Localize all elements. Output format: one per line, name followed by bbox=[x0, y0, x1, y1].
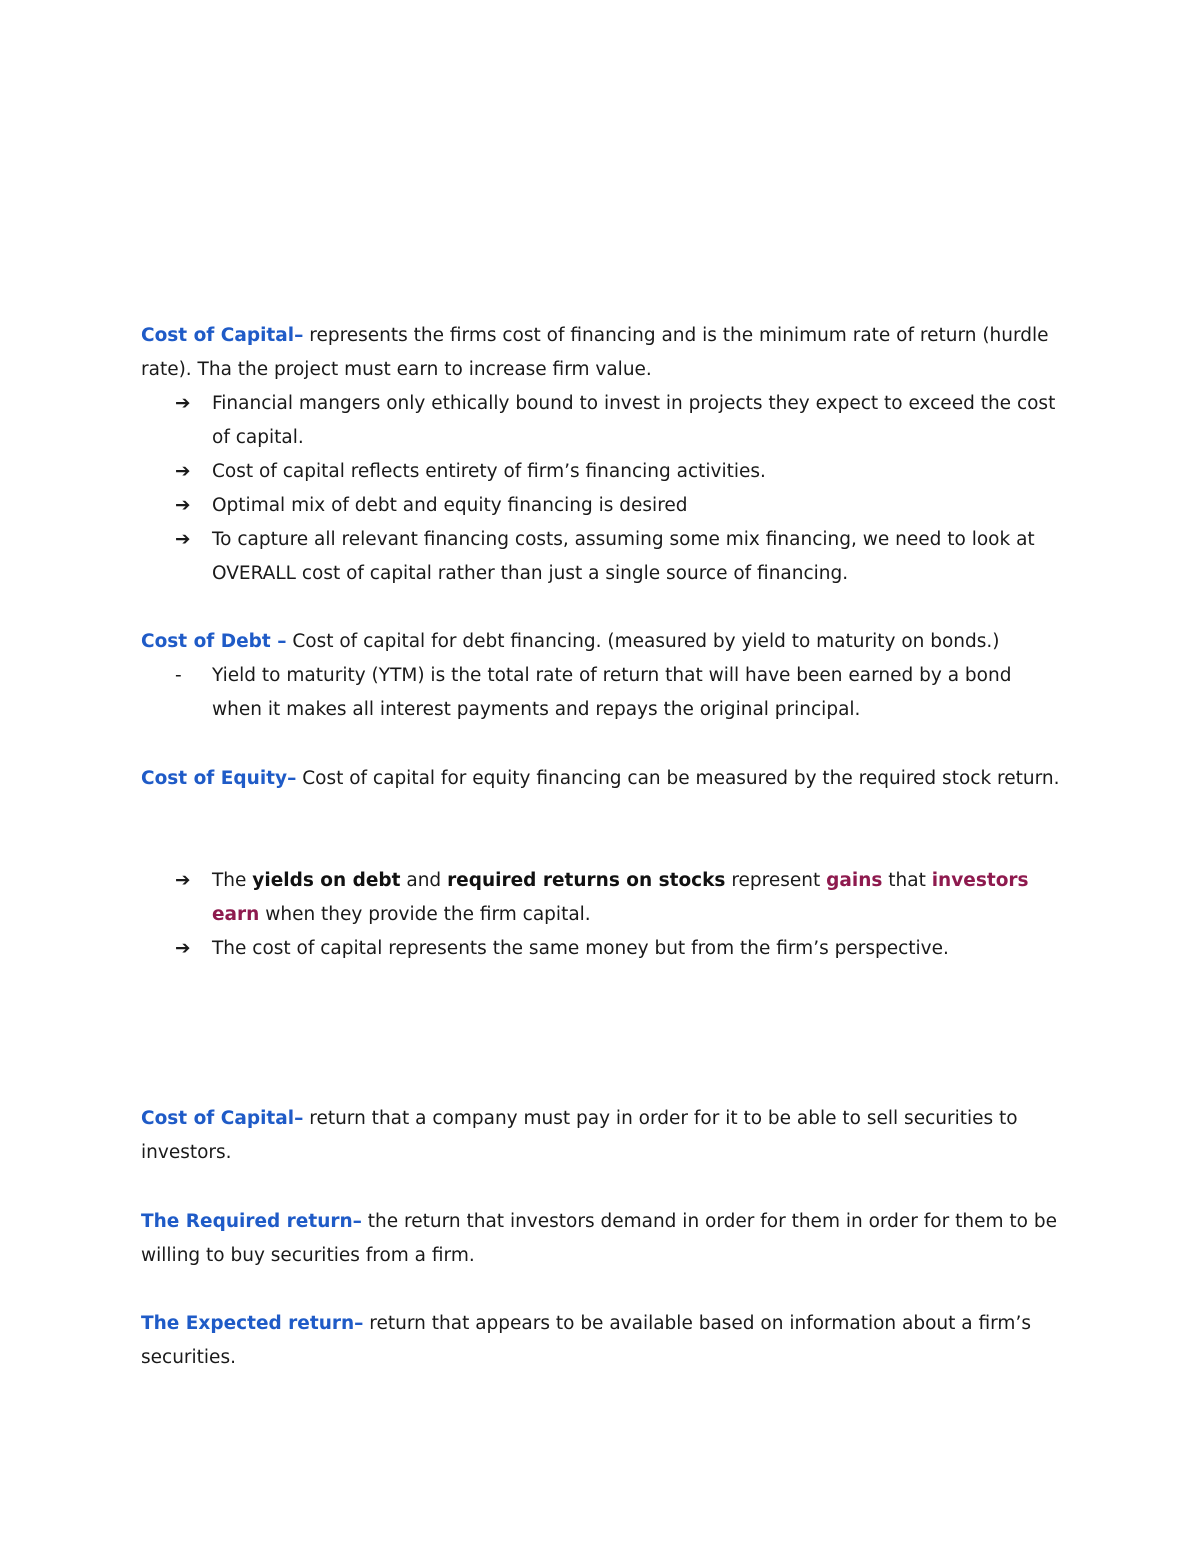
yields-on-debt-emphasis: yields on debt bbox=[252, 870, 401, 891]
section-required-return bbox=[141, 1205, 1061, 1273]
bullet-item bbox=[141, 659, 1061, 727]
bullet-text: Financial mangers only ethically bound to invest in projects they expect to exceed the cost of capital. bbox=[212, 393, 1056, 448]
expected-return-definition: return that appears to be available based on information about a firm’s securities. bbox=[141, 1313, 1031, 1368]
section-cost-of-capital bbox=[141, 319, 1061, 591]
cost-of-capital-bullets bbox=[141, 387, 1061, 591]
bullet-text: To capture all relevant financing costs, assuming some mix financing, we need to look at OVERALL cost of capital rather than just a single source of financing. bbox=[212, 529, 1035, 584]
cost-of-debt-definition: Cost of capital for debt financing. (measured by yield to maturity on bonds.) bbox=[286, 631, 1000, 652]
required-return-paragraph bbox=[141, 1205, 1061, 1273]
equity-bullets bbox=[141, 864, 1061, 966]
bullet-text-part: represent bbox=[725, 870, 827, 891]
section-cost-of-equity bbox=[141, 762, 1061, 796]
bullet-item bbox=[141, 932, 1061, 966]
cost-of-equity-paragraph bbox=[141, 762, 1061, 796]
bullet-text-part: that bbox=[882, 870, 932, 891]
required-returns-emphasis: required returns on stocks bbox=[447, 870, 726, 891]
cost-of-capital-definition: represents the firms cost of financing and is the minimum rate of return (hurdle rate). Tha the project must earn to increase firm value. bbox=[141, 325, 1049, 380]
section-cost-of-debt bbox=[141, 625, 1061, 727]
cost-of-debt-term: Cost of Debt – bbox=[141, 631, 287, 652]
bullet-text: Yield to maturity (YTM) is the total rate of return that will have been earned by a bond when it makes all interest payments and repays the original principal. bbox=[212, 665, 1012, 720]
arrow-icon: ➔ bbox=[175, 461, 191, 482]
arrow-icon: ➔ bbox=[175, 938, 191, 959]
bullet-text: The cost of capital represents the same money but from the firm’s perspective. bbox=[212, 938, 949, 959]
bullet-text-part: when they provide the firm capital. bbox=[259, 904, 591, 925]
arrow-icon: ➔ bbox=[175, 495, 191, 516]
cost-of-equity-term: Cost of Equity– bbox=[141, 768, 297, 789]
expected-return-term: The Expected return– bbox=[141, 1313, 364, 1334]
bullet-text: Optimal mix of debt and equity financing is desired bbox=[212, 495, 688, 516]
cost-of-capital-paragraph bbox=[141, 319, 1061, 387]
required-return-definition: the return that investors demand in order for them in order for them to be willing to buy securities from a firm. bbox=[141, 1211, 1057, 1266]
arrow-icon: ➔ bbox=[175, 529, 191, 550]
investors-earn-emphasis: investors earn bbox=[212, 870, 1029, 925]
bullet-item bbox=[141, 387, 1061, 455]
expected-return-paragraph bbox=[141, 1307, 1061, 1375]
bullet-item bbox=[141, 489, 1061, 523]
section-cost-of-equity-bullets bbox=[141, 864, 1061, 966]
cost-of-capital-2-term: Cost of Capital– bbox=[141, 1108, 304, 1129]
cost-of-capital-2-paragraph bbox=[141, 1102, 1061, 1170]
required-return-term: The Required return– bbox=[141, 1211, 362, 1232]
cost-of-capital-2-definition: return that a company must pay in order for it to be able to sell securities to investors. bbox=[141, 1108, 1018, 1163]
cost-of-debt-paragraph bbox=[141, 625, 1061, 659]
arrow-icon: ➔ bbox=[175, 393, 191, 414]
bullet-text: Cost of capital reflects entirety of firm’s financing activities. bbox=[212, 461, 766, 482]
bullet-text-part: and bbox=[400, 870, 448, 891]
gains-emphasis: gains bbox=[826, 870, 883, 891]
bullet-item bbox=[141, 864, 1061, 932]
section-cost-of-capital-2 bbox=[141, 1102, 1061, 1170]
arrow-icon: ➔ bbox=[175, 870, 191, 891]
bullet-item bbox=[141, 455, 1061, 489]
cost-of-debt-bullets bbox=[141, 659, 1061, 727]
section-expected-return bbox=[141, 1307, 1061, 1375]
bullet-item bbox=[141, 523, 1061, 591]
cost-of-equity-definition: Cost of capital for equity financing can be measured by the required stock return. bbox=[296, 768, 1060, 789]
cost-of-capital-term: Cost of Capital– bbox=[141, 325, 304, 346]
bullet-text-part: The bbox=[212, 870, 253, 891]
dash-icon: - bbox=[175, 665, 182, 686]
